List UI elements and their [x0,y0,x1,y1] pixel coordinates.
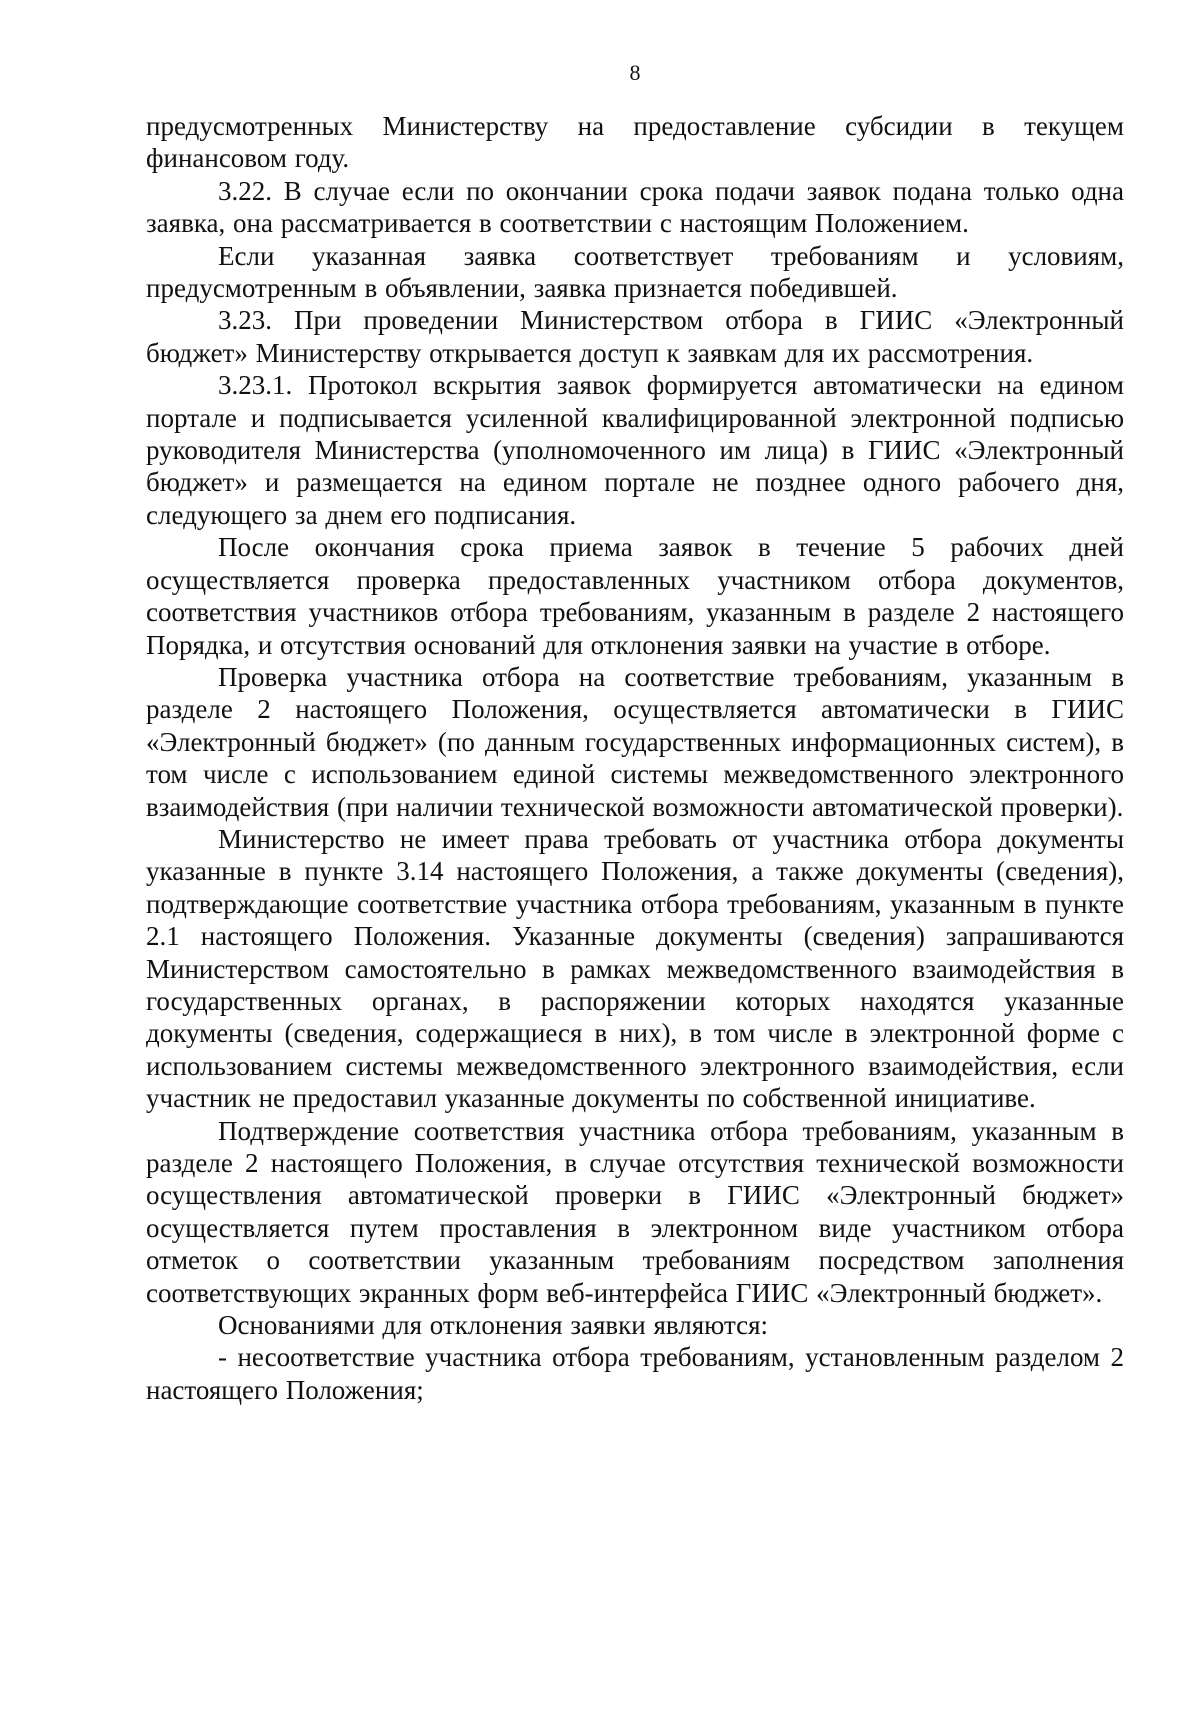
paragraph-3-23: 3.23. При проведении Министерством отбора в ГИИС «Электронный бюджет» Министерству открывается доступ к заявкам для их рассмотрения. [146,305,1124,368]
page-number: 8 [629,60,641,85]
paragraph-documents-request: Министерство не имеет права требовать от участника отбора документы указанные в пункте 3.14 настоящего Положения, а также документы (сведения), подтверждающие соответствие участника отбора требованиям, указанным в пункте 2.1 настоящего Положения. Указанные документы (сведения) запрашиваются Министерством самостоятельно в рамках межведомственного взаимодействия в государственных органах, в распоряжении которых находятся указанные документы (сведения, содержащиеся в них), в том числе в электронной форме с использованием системы межведомственного электронного взаимодействия, если участник не предоставил указанные документы по собственной инициативе. [146,823,1124,1114]
paragraph-rejection-grounds: Основаниями для отклонения заявки являются: [218,1310,769,1341]
document-body [146,110,1124,1406]
paragraph-winning-application: Если указанная заявка соответствует требованиям и условиям, предусмотренным в объявлении, заявка признается победившей. [146,240,1124,304]
paragraph-continuation: предусмотренных Министерству на предоставление субсидии в текущем финансовом году. [146,111,1124,174]
paragraph-automatic-check: Проверка участника отбора на соответствие требованиям, указанным в разделе 2 настоящего Положения, осуществляется автоматически в ГИИС «Электронный бюджет» (по данным государственных информационных систем), в том числе с использованием единой системы межведомственного электронного взаимодействия (при наличии технической возможности автоматической проверки). [146,661,1124,822]
list-item-noncompliance: - несоответствие участника отбора требованиям, установленным разделом 2 настоящего Положения; [146,1342,1124,1405]
paragraph-verification-period: После окончания срока приема заявок в течение 5 рабочих дней осуществляется проверка предоставленных участником отбора документов, соответствия участников отбора требованиям, указанным в разделе 2 настоящего Порядка, и отсутствия оснований для отклонения заявки на участие в отборе. [146,532,1124,660]
paragraph-confirmation: Подтверждение соответствия участника отбора требованиям, указанным в разделе 2 настоящего Положения, в случае отсутствия технической возможности осуществления автоматической проверки в ГИИС «Электронный бюджет» осуществляется путем проставления в электронном виде участником отбора отметок о соответствии указанным требованиям посредством заполнения соответствующих экранных форм веб-интерфейса ГИИС «Электронный бюджет». [146,1115,1124,1308]
paragraph-3-23-1: 3.23.1. Протокол вскрытия заявок формируется автоматически на едином портале и подписывается усиленной квалифицированной электронной подписью руководителя Министерства (уполномоченного им лица) в ГИИС «Электронный бюджет» и размещается на едином портале не позднее одного рабочего дня, следующего за днем его подписания. [146,370,1124,530]
paragraph-3-22: 3.22. В случае если по окончании срока подачи заявок подана только одна заявка, она рассматривается в соответствии с настоящим Положением. [146,175,1124,239]
